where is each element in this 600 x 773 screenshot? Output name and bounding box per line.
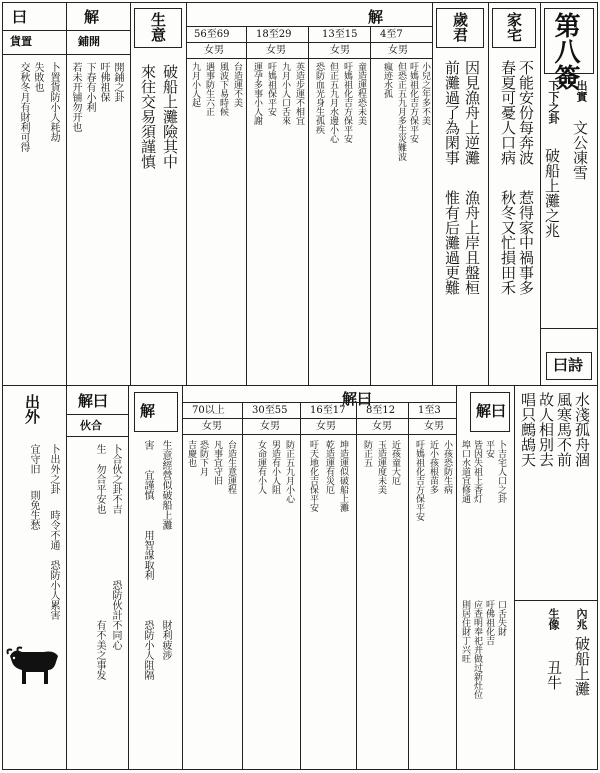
col-divider [488, 2, 489, 385]
col-divider [432, 2, 433, 385]
shop-col: 開鋪之卦 [112, 62, 123, 102]
ox-icon [4, 640, 62, 690]
trouble-col: 害 [142, 440, 153, 450]
marriage-col: 吁天地化吉保平安 [308, 440, 318, 512]
inner-omen-label: 內兆 [575, 608, 588, 630]
health-col: 風波下易時候 [218, 62, 228, 116]
gender-header: 女男 [316, 421, 336, 432]
poem-line-3: 故人相別去 [537, 392, 555, 467]
leave-col: 应查明奉祀并做过新灶位 [472, 600, 482, 699]
year-line-3: 漁舟上岸且盤桓 [463, 190, 481, 295]
poem-line-2: 風寒馬不前 [555, 392, 573, 467]
col-divider [456, 385, 457, 770]
year-line-2: 前灘過了為閑事 [443, 60, 461, 165]
shop-col: 卜置貨防小人耗劫 [48, 62, 59, 142]
age-range: 13至15 [322, 29, 358, 40]
trouble-col: 生意經營似破船上灘 [160, 440, 171, 530]
health-col: 吁媽祖化吉方保平安 [342, 62, 352, 143]
gender-header: 女男 [424, 421, 444, 432]
shop-tag: 鋪開 [78, 35, 100, 48]
gender-header: 女男 [260, 421, 280, 432]
shop-col: 失敗也 [32, 62, 43, 92]
sign-class: 下下之卦 [547, 80, 560, 124]
marriage-title: 解曰 [342, 390, 373, 408]
marriage-col: 吁媽祖化吉方保平安 [414, 440, 424, 521]
gender-header: 女男 [266, 45, 286, 56]
year-title: 歲君 [451, 12, 469, 42]
business-line-2: 來往交易須謹慎 [139, 64, 157, 169]
travel-col: 卜出外之卦 [48, 444, 59, 494]
health-title: 解 [368, 8, 384, 26]
col-divider [182, 385, 183, 770]
leave-col: 埠口水道宜修通 [460, 440, 470, 503]
family-line-4: 秋冬又忙損田禾 [499, 190, 517, 295]
source-person: 文公凍雪 [571, 120, 589, 180]
partner-title: 解曰 [78, 392, 109, 410]
leave-col: 吁佛祖化吉 [484, 600, 494, 645]
source-label: 出實 [575, 80, 588, 102]
leave-col: 卜吉宅人口之卦 [496, 440, 506, 503]
health-col: 英造步運不相宜 [294, 62, 304, 125]
health-col: 童造運程恐未美 [356, 62, 366, 125]
health-col: 但恐正五九月多生災難波 [396, 62, 406, 161]
age-range: 4至7 [380, 29, 403, 40]
middle-divider [2, 385, 598, 386]
col-divider [66, 385, 67, 770]
marriage-col: 防正五 [362, 440, 372, 467]
marriage-col: 近孩童大厄 [390, 440, 400, 485]
leave-col: 口舌失財 [496, 600, 506, 636]
leave-col: 則居住財丁兴旺 [460, 600, 470, 663]
gender-header: 女男 [388, 45, 408, 56]
marriage-col: 乾造運有災厄 [324, 440, 334, 494]
travel-title: 出外 [23, 394, 41, 424]
age-range: 1至3 [418, 405, 441, 416]
partner-col: 恐防伙計不同心 [110, 580, 121, 650]
age-range: 18至29 [256, 29, 292, 40]
age-range: 8至12 [366, 405, 396, 416]
age-range: 16至17 [310, 405, 346, 416]
shop-title: 曰 [12, 8, 28, 26]
marriage-col: 男造有小人阻 [270, 440, 280, 494]
sign-omen: 破船上灘之兆 [543, 148, 561, 238]
year-line-1: 因見漁舟上逆灘 [463, 60, 481, 165]
health-col: 小兒之年多不美 [420, 62, 430, 125]
poem-line-4: 唱只鷓鴣天 [519, 392, 537, 467]
poem-line-1: 水淺孤舟涸 [573, 392, 591, 467]
marriage-col: 凡事宜守旧 [212, 440, 222, 485]
sign-title: 第八簽 [550, 12, 580, 90]
partner-col: 勿合平安也 [94, 464, 105, 514]
leave-title: 解曰 [476, 402, 507, 420]
shop-tag: 貨置 [10, 35, 32, 48]
marriage-col: 玉造運度未美 [376, 440, 386, 494]
health-col: 遇事防生六正 [204, 62, 214, 116]
partner-col: 生 [94, 444, 105, 454]
col-divider [540, 2, 541, 385]
partner-col: 有不美之事发 [94, 620, 105, 680]
marriage-col: 防正五九月小心 [284, 440, 294, 503]
zodiac-label: 生像 [547, 608, 560, 630]
health-col: 九月小人口舌來 [280, 62, 290, 125]
inner-omen-text: 破船上灘 [573, 636, 591, 696]
leave-col: 平安 [484, 440, 494, 458]
travel-col: 則免生愁 [28, 490, 39, 530]
business-title: 生意 [149, 12, 167, 42]
health-col: 台造運不美 [232, 62, 242, 107]
health-col: 吁媽祖化吉方保平安 [408, 62, 418, 143]
poem-label: 曰詩 [553, 356, 584, 374]
family-line-3: 惹得家中禍事多 [517, 190, 535, 295]
year-line-4: 惟有后灘過更難 [443, 190, 461, 295]
travel-col: 恐防小人累害 [48, 560, 59, 620]
marriage-col: 台造生意運程 [226, 440, 236, 494]
business-line-1: 破船上灘險其中 [161, 64, 179, 169]
travel-col: 宜守旧 [28, 444, 39, 474]
col-divider [186, 2, 187, 385]
marriage-col: 坤造運似破船上灘 [338, 440, 348, 512]
family-line-1: 不能安份每奔波 [517, 60, 535, 165]
marriage-col: 恐防下月 [198, 440, 208, 476]
col-divider [128, 385, 129, 770]
marriage-col: 女命運有小人 [256, 440, 266, 494]
marriage-col: 近小孩根苗多 [428, 440, 438, 494]
family-line-2: 春夏可憂人口病 [499, 60, 517, 165]
shop-col: 吁佛祖保 [98, 62, 109, 102]
trouble-title: 解 [140, 402, 156, 420]
col-divider [130, 2, 131, 385]
shop-title: 解 [84, 8, 100, 26]
gender-header: 女男 [202, 421, 222, 432]
health-col: 但正五九月水邊小心 [328, 62, 338, 143]
marriage-col: 吉慶也 [186, 440, 196, 467]
age-range: 56至69 [194, 29, 230, 40]
health-col: 瘋迹水孤 [382, 62, 392, 98]
partner-col: 卜合伙之卦不吉 [110, 444, 121, 514]
gender-header: 女男 [330, 45, 350, 56]
health-col: 九月小人起 [190, 62, 200, 107]
trouble-col: 宜謹慎 [142, 470, 153, 500]
family-title: 家宅 [505, 12, 523, 42]
gender-header: 女男 [372, 421, 392, 432]
marriage-col: 小孩恐防生病 [442, 440, 452, 494]
travel-col: 時令不通 [48, 510, 59, 550]
col-divider [514, 385, 515, 770]
health-col: 運孕多事小人謝 [252, 62, 262, 125]
trouble-col: 恐防小人阻隔 [142, 620, 153, 680]
zodiac-text: 丑牛 [545, 660, 563, 690]
gender-header: 女男 [204, 45, 224, 56]
trouble-col: 財利疲涉 [160, 620, 171, 660]
age-range: 30至55 [252, 405, 288, 416]
trouble-col: 用智謀取利 [142, 530, 153, 580]
health-col: 恐防血光身生孤疾 [314, 62, 324, 134]
poem-divider [540, 328, 598, 329]
shop-col: 交秋冬月有財利可得 [18, 62, 29, 152]
leave-col: 皆因失祖上香灯 [472, 440, 482, 503]
partner-tag: 伙合 [80, 419, 102, 432]
shop-col: 若未开铺勿开也 [70, 62, 81, 132]
age-range: 70以上 [192, 405, 225, 416]
health-col: 吁媽祖保平安 [266, 62, 276, 116]
shop-col: 下春有小利 [84, 62, 95, 112]
